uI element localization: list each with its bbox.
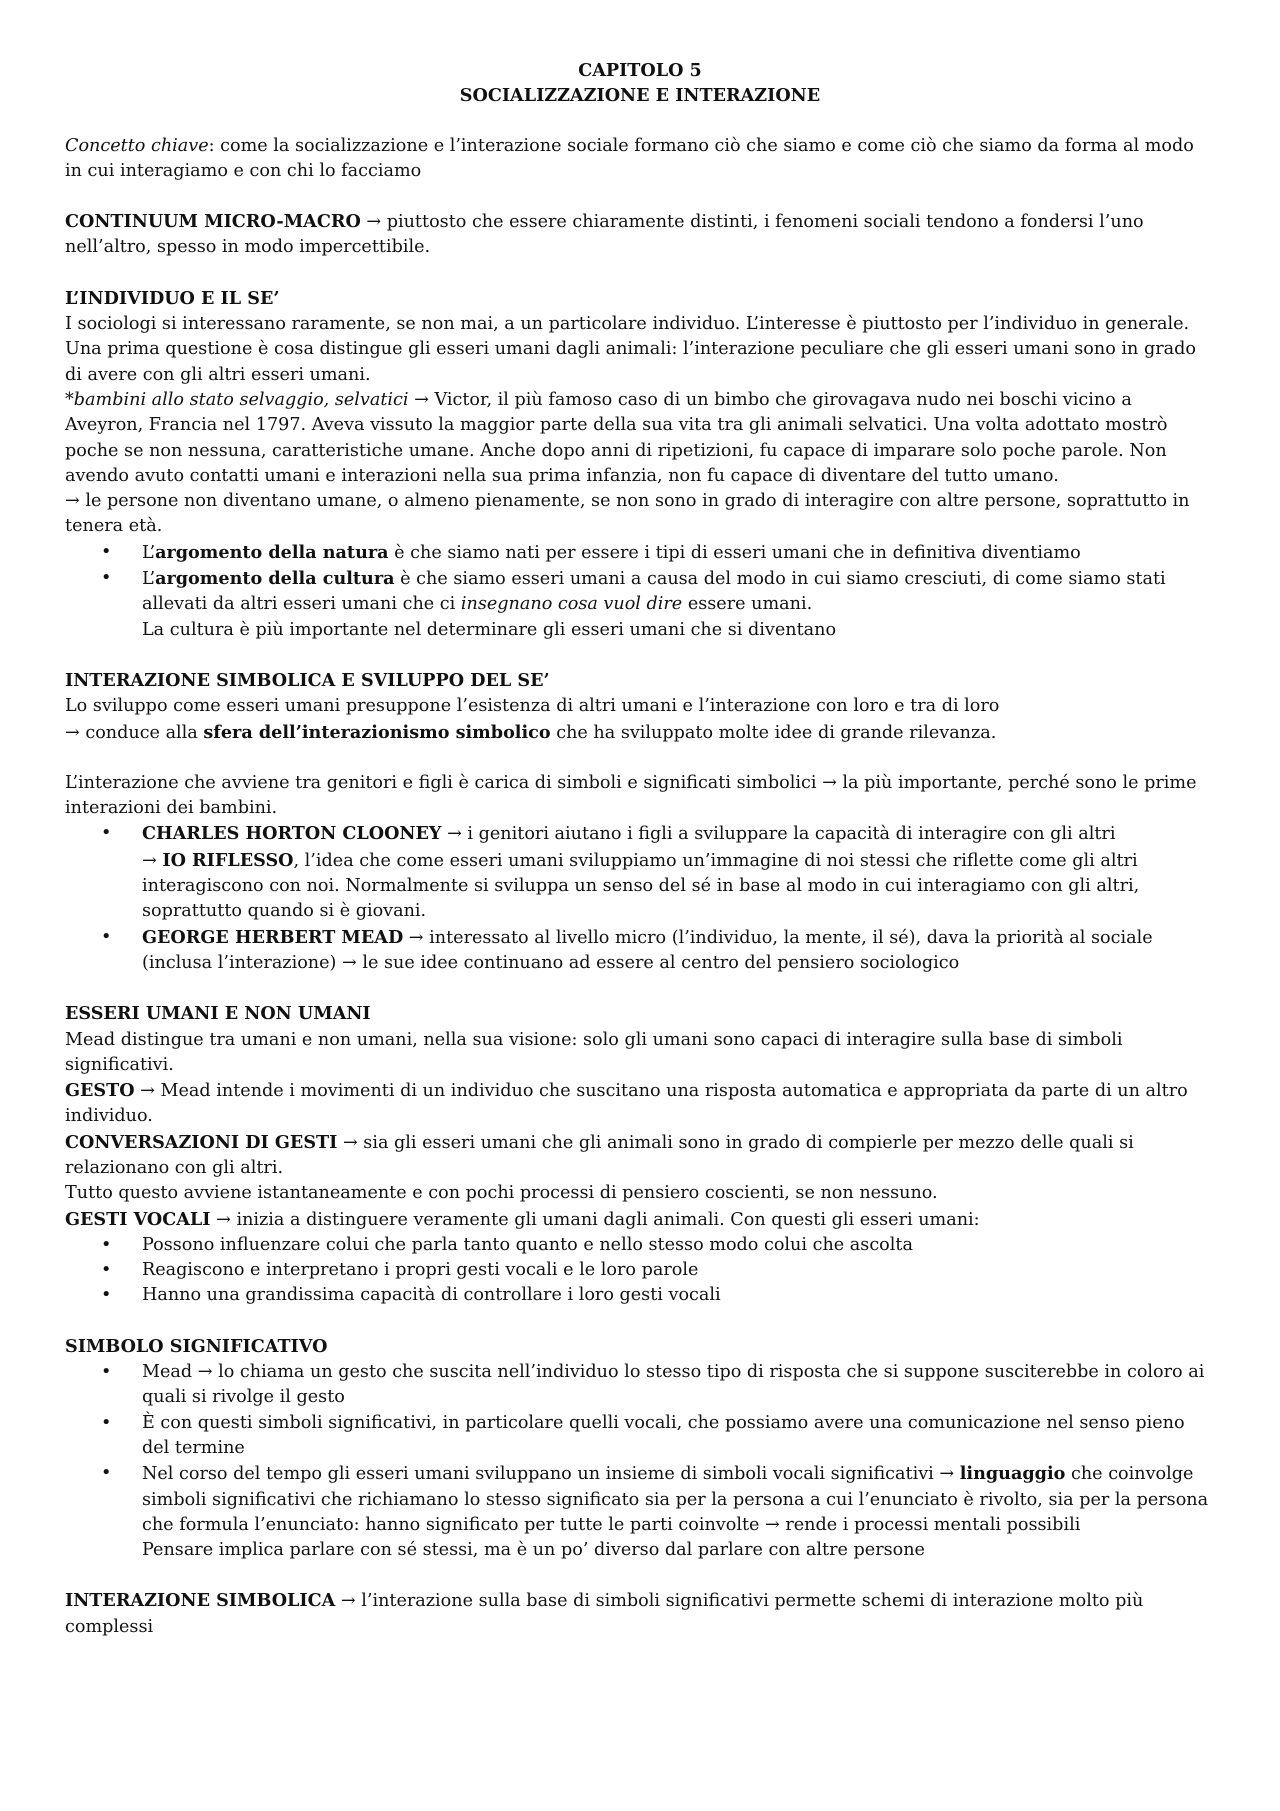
continuum-text: → piuttosto che essere chiaramente distinti, i fenomeni sociali tendono a fondersi l’uno nell’altro, spesso in modo impercettibile. xyxy=(65,212,1144,258)
simbolica-paragraph-2: → conduce alla sfera dell’interazionismo simbolico che ha sviluppato molte idee di grande rilevanza. xyxy=(65,721,997,743)
section-heading-umani: ESSERI UMANI E NON UMANI xyxy=(65,1003,371,1025)
conversazioni-paragraph: CONVERSAZIONI DI GESTI → sia gli esseri umani che gli animali sono in grado di compierle per mezzo delle quali si relazionano con gli altri. xyxy=(65,1131,1134,1178)
list-item: • GEORGE HERBERT MEAD → interessato al livello micro (l’individuo, la mente, il sé), dava la priorità al sociale (inclusa l’interazione) → le sue idee continuano ad essere al centro del pensiero sociologico xyxy=(65,925,1215,977)
feral-children-label: *bambini allo stato selvaggio, selvatici xyxy=(65,389,409,410)
individuo-paragraph-1: I sociologi si interessano raramente, se non mai, a un particolare individuo. L’interesse è piuttosto per l’individuo in generale. xyxy=(65,314,1190,335)
list-item: • L’argomento della cultura è che siamo esseri umani a causa del modo in cui siamo cresciuti, di come siamo stati allevati da altri esseri umani che ci insegnano cosa vuol dire essere umani. xyxy=(65,566,1215,618)
key-concept-text: : come la socializzazione e l’interazione sociale formano ciò che siamo e come ciò che siamo da forma al modo in cui interagiamo e con chi lo facciamo xyxy=(65,135,1194,181)
individuo-paragraph-2: Una prima questione è cosa distingue gli esseri umani dagli animali: l’interazione peculiare che gli esseri umani sono in grado di avere con gli altri esseri umani. xyxy=(65,339,1196,385)
list-continuation: Pensare implica parlare con sé stessi, ma è un po’ diverso dal parlare con altre persone xyxy=(142,1540,925,1561)
gesto-paragraph: GESTO → Mead intende i movimenti di un individuo che suscitano una risposta automatica e appropriata da parte di un altro individuo. xyxy=(65,1080,1188,1127)
chapter-number: CAPITOLO 5 xyxy=(578,60,702,81)
list-item: • Possono influenzare colui che parla tanto quanto e nello stesso modo colui che ascolta xyxy=(65,1233,1215,1258)
continuum-label: CONTINUUM MICRO-MACRO xyxy=(65,211,361,233)
final-paragraph: INTERAZIONE SIMBOLICA → l’interazione sulla base di simboli significativi permette schemi di interazione molto più complessi xyxy=(65,1590,1144,1637)
key-concept-label: Concetto chiave xyxy=(65,135,209,156)
list-item: • CHARLES HORTON CLOONEY → i genitori aiutano i figli a sviluppare la capacità di interagire con gli altri → IO RIFLESSO, l’idea che come esseri umani sviluppiamo un’immagine di noi stessi che riflette come gli altri interagiscono con noi. Normalmente si sviluppa un senso del sé in base al modo in cui interagiamo con gli altri, soprattutto quando si è giovani. xyxy=(65,821,1215,924)
list-item: • Nel corso del tempo gli esseri umani sviluppano un insieme di simboli vocali significativi → linguaggio che coinvolge simboli significativi che richiamano lo stesso significato sia per la persona a cui l’enunciato è rivolto, sia per la persona che formula l’enunciato: hanno significato per tutte le parti coinvolte → rende i processi mentali possibili xyxy=(65,1461,1215,1538)
individuo-paragraph-4: → le persone non diventano umane, o almeno pienamente, se non sono in grado di interagire con altre persone, soprattutto in tenera età. xyxy=(65,491,1190,537)
key-concept-paragraph xyxy=(65,134,1215,185)
list-continuation: La cultura è più importante nel determinare gli esseri umani che si diventano xyxy=(142,619,837,640)
continuum-paragraph xyxy=(65,209,1215,261)
gesti-vocali-list xyxy=(65,1233,1215,1309)
chapter-title: SOCIALIZZAZIONE E INTERAZIONE xyxy=(459,85,821,107)
simbolo-list xyxy=(65,1360,1215,1538)
list-item: • Reagiscono e interpretano i propri gesti vocali e le loro parole xyxy=(65,1258,1215,1283)
individuo-paragraph-3: *bambini allo stato selvaggio, selvatici → Victor, il più famoso caso di un bimbo che girovagava nudo nei boschi vicino a Aveyron, Francia nel 1797. Aveva vissuto la maggior parte della sua vita tra gli animali selvatici. Una volta adottato mostrò poche se non nessuna, caratteristiche umane. Anche dopo anni di ripetizioni, fu capace di imparare solo poche parole. Non avendo avuto contatti umani e interazioni nella sua prima infanzia, non fu capace di diventare del tutto umano. xyxy=(65,389,1168,486)
gesti-vocali-paragraph: GESTI VOCALI → inizia a distinguere veramente gli umani dagli animali. Con questi gli esseri umani: xyxy=(65,1208,980,1230)
umani-paragraph-1: Mead distingue tra umani e non umani, nella sua visione: solo gli umani sono capaci di interagire sulla base di simboli significativi. xyxy=(65,1029,1123,1075)
list-item: • Mead → lo chiama un gesto che suscita nell’individuo lo stesso tipo di risposta che si suppone susciterebbe in coloro ai quali si rivolge il gesto xyxy=(65,1360,1215,1411)
section-heading-simbolo: SIMBOLO SIGNIFICATIVO xyxy=(65,1335,328,1357)
section-heading-individuo: L’INDIVIDUO E IL SE’ xyxy=(65,287,280,309)
list-item: • Hanno una grandissima capacità di controllare i loro gesti vocali xyxy=(65,1283,1215,1308)
umani-paragraph-4: Tutto questo avviene istantaneamente e con pochi processi di pensiero coscienti, se non nessuno. xyxy=(65,1183,938,1204)
list-item: • L’argomento della natura è che siamo nati per essere i tipi di esseri umani che in definitiva diventiamo xyxy=(65,540,1215,566)
list-item: • È con questi simboli significativi, in particolare quelli vocali, che possiamo avere una comunicazione nel senso pieno del termine xyxy=(65,1411,1215,1462)
authors-list xyxy=(65,821,1215,976)
section-heading-simbolica: INTERAZIONE SIMBOLICA E SVILUPPO DEL SE’ xyxy=(65,669,550,691)
simbolica-paragraph-3: L’interazione che avviene tra genitori e figli è carica di simboli e significati simbolici → la più importante, perché sono le prime interazioni dei bambini. xyxy=(65,772,1197,819)
simbolica-paragraph-1: Lo sviluppo come esseri umani presuppone l’esistenza di altri umani e l’interazione con loro e tra di loro xyxy=(65,696,1000,717)
natura-cultura-list xyxy=(65,540,1215,618)
